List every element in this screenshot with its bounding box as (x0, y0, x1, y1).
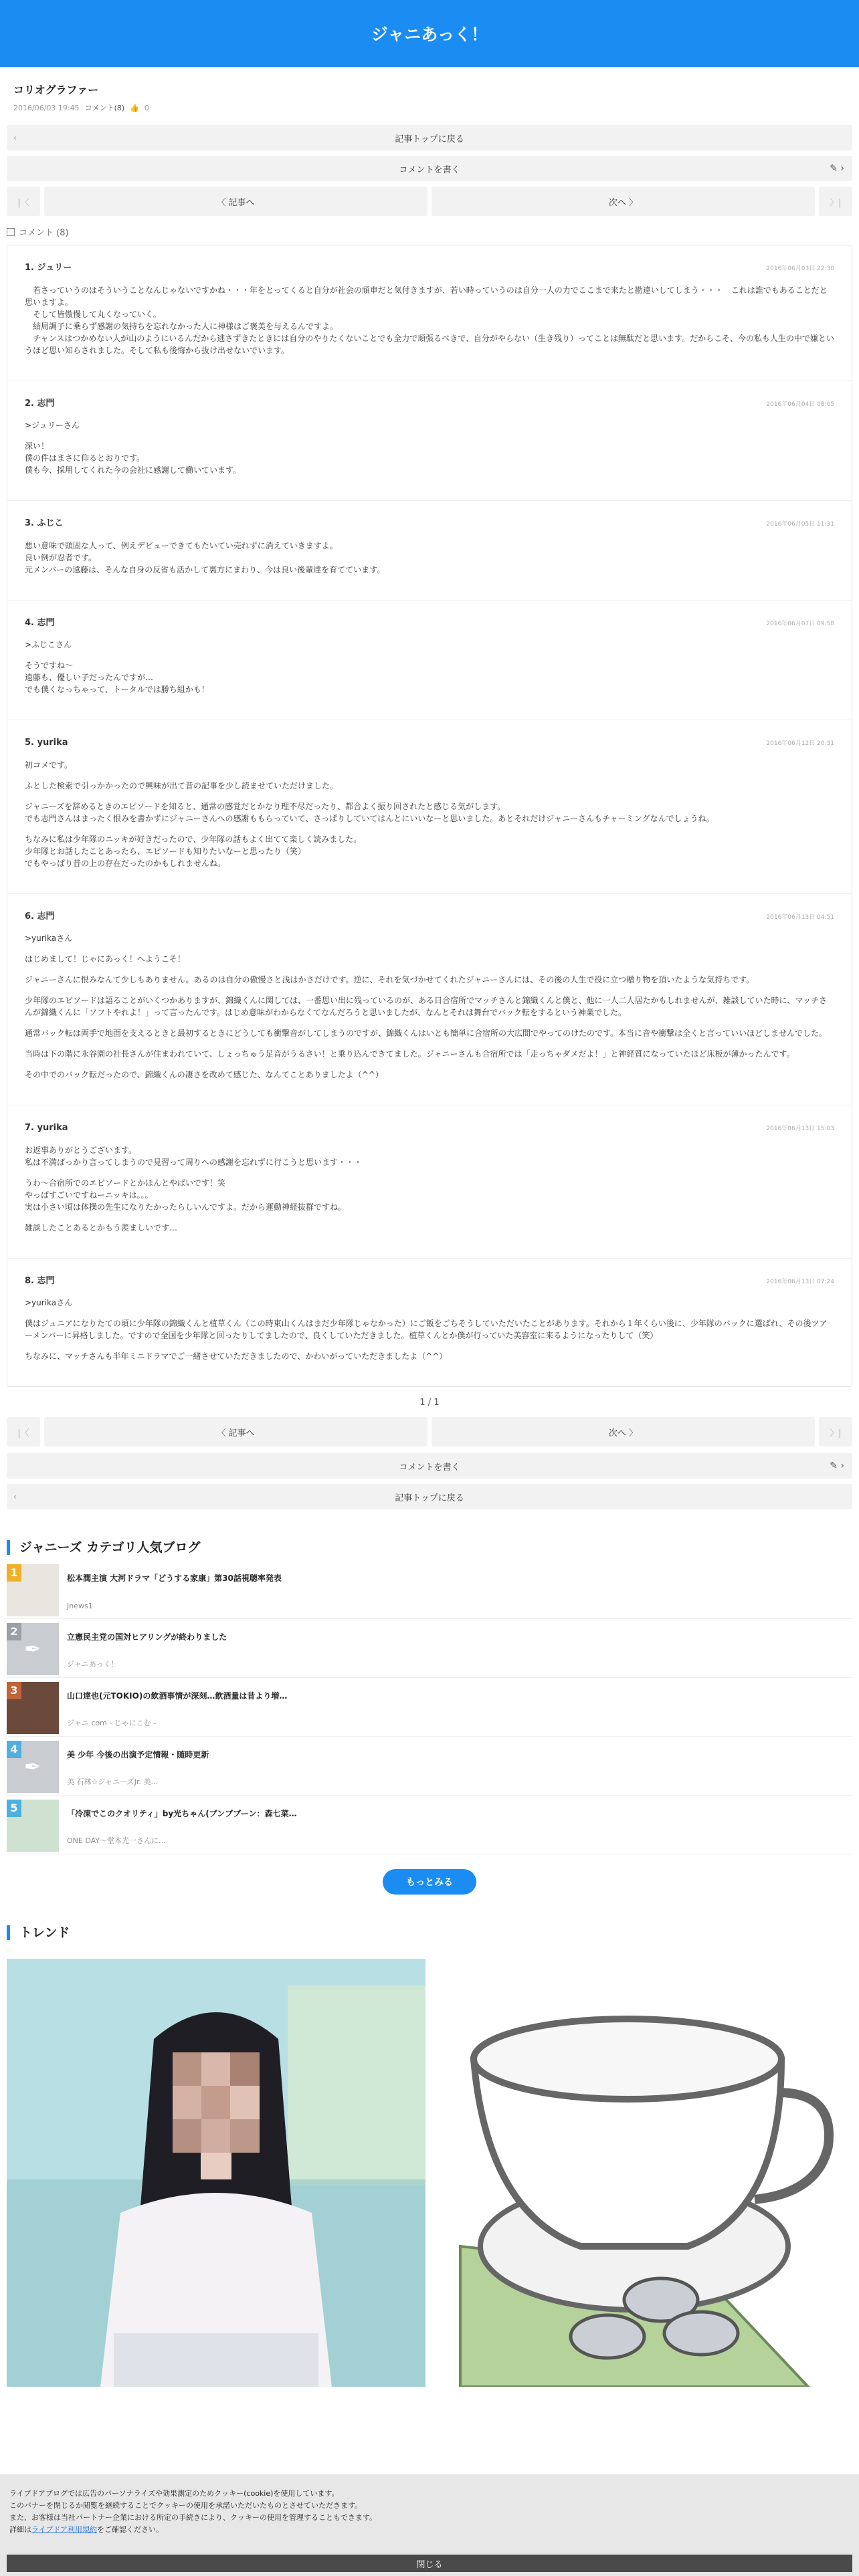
ranking-number-badge: 2 (7, 1623, 21, 1640)
ranking-number-badge: 3 (7, 1682, 21, 1699)
comment-header (25, 261, 834, 275)
next-article-button[interactable]: 次へ 〉 (432, 187, 815, 216)
ranking-item-body (59, 1800, 852, 1854)
comment-paragraph: >yurikaさん (25, 934, 73, 943)
comment-paragraph: その中でのバック転だったので、錦織くんの凄さを改めて感じた、なんてことありましたよ（^^） (25, 1070, 383, 1079)
comments-heading-label: コメント (8) (19, 228, 69, 238)
comment-paragraph: 通常バック転は両手で地面を支えるときと最初するときにどうしても衝撃音がしてしまうのですが、錦織くんはいとも簡単に合宿所の大広間でやってのけたのです。本当に音や衝撃は全くと言っていいほどしませんでした。 (25, 1029, 828, 1038)
comment-header (25, 1275, 834, 1288)
comment-header (25, 397, 834, 411)
first-page-button-bottom[interactable]: |〈 (7, 1417, 40, 1446)
back-to-top-label: 記事トップに戻る (395, 134, 464, 144)
comment-paragraph: 悪い意味で頭固な人って、例えデビューできてもたいてい売れずに消えていきますよ。 良い例が忍者です。 元メンバーの遠藤は、そんな自身の反省も活かして裏方にまわり、今は良い後輩達を育てています。 (25, 540, 385, 574)
ranking-item-title[interactable]: 山口達也(元TOKIO)の飲酒事情が深刻…飲酒量は昔より増… (67, 1691, 288, 1701)
cookie-line-2: このバナーを閉じるか閲覧を継続することでクッキーの使用を承諾いただいたものとさせていただきます。 (9, 2501, 363, 2510)
teacup-illustration (434, 1959, 852, 2387)
article-title[interactable]: コリオグラファー (13, 84, 99, 96)
ranking-item-source: ジャニ.com - じゃにこむ - (67, 1719, 157, 1727)
ranking-item[interactable] (7, 1682, 852, 1737)
feather-pen-icon: ✒ (24, 1638, 41, 1661)
ranking-item-source: ジャニあっく！ (67, 1660, 118, 1669)
comment-item (7, 381, 852, 501)
ranking-item-body (59, 1623, 852, 1677)
comment-header (25, 910, 834, 924)
comment-author: 2. 志門 (25, 398, 55, 409)
comment-item (7, 1105, 852, 1258)
trend-image-person[interactable] (7, 1959, 425, 2387)
back-to-article-top-button[interactable] (7, 125, 852, 150)
comment-paragraph: うわ〜合宿所でのエピソードとかほんとやばいです！笑 やっぱすごいですねーニッキは。。。 実は小さい頃は体操の先生になりたかったらしいんですよ。だから運動神経抜群ですね。 (25, 1178, 347, 1212)
write-comment-label: コメントを書く (399, 165, 460, 175)
comment-pagination: 1 / 1 (419, 1398, 440, 1408)
comment-paragraph: >yurikaさん (25, 1298, 73, 1307)
ranking-number-badge: 1 (7, 1564, 21, 1582)
trend-image-cup[interactable] (434, 1959, 852, 2387)
comment-item (7, 1258, 852, 1387)
last-page-button[interactable]: 〉| (819, 187, 852, 216)
comment-header (25, 617, 834, 630)
ranking-item[interactable] (7, 1800, 852, 1854)
ranking-section-title: ジャニーズ カテゴリ人気ブログ (7, 1540, 852, 1555)
comment-date: 2016年06月04日 08:05 (766, 401, 834, 408)
trend-section-title: トレンド (7, 1925, 852, 1940)
comment-paragraph: ちなみに、マッチさんも半年ミニドラマでご一緒させていただきましたので、かわいがっていただきましたよ（^^） (25, 1352, 448, 1361)
article-comment-count[interactable]: コメント(8) (84, 104, 125, 112)
comment-paragraph: ジャニーズを辞めるときのエピソードを知ると、通常の感覚だとかなり理不尽だったり、都合よく振り回されたと感じる気がします。 でも志門さんはまったく恨みを書かずにジャニーさんへの感謝ももらっていて、さっぱりしていてはんとにいいなーと思いました。あとそれだけジャニーさんもチャーミングなんでしょうね。 (25, 801, 714, 823)
person-photo (7, 1959, 425, 2387)
comment-item (7, 893, 852, 1105)
comment-paragraph: 初コメです。 (25, 760, 73, 770)
comment-item (7, 245, 852, 381)
ranking-item[interactable] (7, 1564, 852, 1619)
article-meta (13, 102, 846, 113)
comment-date: 2016年06月13日 07:24 (766, 1278, 834, 1285)
cookie-close-button[interactable]: 閉じる (7, 2555, 852, 2572)
cookie-line-4-post: をご確認ください。 (97, 2525, 164, 2535)
ranking-item-source: ONE DAY〜堂本光一さんに… (67, 1836, 166, 1845)
write-comment-button[interactable] (7, 156, 852, 181)
prev-article-button[interactable]: 〈 記事へ (44, 187, 427, 216)
prev-article-button-bottom[interactable]: 〈 記事へ (44, 1417, 427, 1446)
pencil-icon: ✎ › (830, 163, 844, 174)
like-icon[interactable]: 👍 (130, 103, 139, 112)
comment-paragraph: 当時は下の階に永谷園の社長さんが住まわれていて、しょっちゅう足音がうるさい！と乗り込んできてました。ジャニーさんも合宿所では「走っちゃダメだよ！」と神経質になっていたほど床板が薄かったんです。 (25, 1049, 795, 1059)
ranking-item[interactable] (7, 1741, 852, 1796)
site-header (0, 0, 859, 67)
cookie-line-4 (9, 2524, 850, 2536)
comment-date: 2016年06月13日 15:03 (766, 1125, 834, 1132)
comment-paragraph: 若さっていうのはそういうことなんじゃないですかね・・・年をとってくると自分が社会の頑車だと気付きますが、若い時っていうのは自分一人の力でここまで来たと勘違いしてしまう・・・ これは誰でもあることだと思いますよ。 そして皆傲慢して丸くなっていく。 結局調子に乗らず感謝の気持ちを忘れなかった人に神様はご褒美を与えるんですよ。 チャンスはつかめない人が山のようにいるんだから逃さずきたときには自分のやりたくないことでも全力で頑張るべきで、自分がやらない（生き残り）ってことは無駄だと思います。だからこそ、今の私も人生の中で嫌というほど思い知らされました。そして私も後悔から抜け出せないでいます。 (25, 285, 834, 355)
comment-paragraph: ふとした検索で引っかかったので興味が出て昔の記事を少し読ませていただけました。 (25, 780, 339, 790)
like-count: 0 (144, 103, 149, 112)
comment-author: 1. ジュリー (25, 263, 72, 273)
more-button[interactable]: もっとみる (383, 1869, 476, 1895)
comment-paragraph: はじめまして！じゃにあっく！へようこそ！ (25, 954, 185, 964)
write-comment-button-bottom[interactable] (7, 1453, 852, 1479)
comment-item (7, 500, 852, 600)
comment-item (7, 600, 852, 720)
article-header (0, 67, 859, 120)
article-date: 2016/06/03 19:45 (13, 103, 80, 112)
comment-paragraph: >ジュリーさん (25, 421, 80, 430)
chevron-left-icon-bottom: ‹ (13, 1492, 17, 1501)
comment-date: 2016年06月07日 09:58 (766, 620, 834, 627)
ranking-item-title[interactable]: 立憲民主党の国対ヒアリングが終わりました (67, 1632, 227, 1642)
comment-date: 2016年06月05日 11:31 (766, 521, 834, 528)
chevron-left-icon: ‹ (13, 133, 17, 142)
ranking-item-source: Jnews1 (67, 1602, 93, 1610)
trend-images (7, 1959, 852, 2387)
ranking-list (7, 1564, 852, 1854)
ranking-item-title[interactable]: 美 少年 今後の出演予定情報・随時更新 (67, 1750, 209, 1759)
article-pager (7, 187, 852, 216)
cookie-line-3: また、お客様は当社パートナー企業における所定の手続きにより、クッキーの使用を管理することもできます。 (9, 2513, 377, 2523)
ranking-item[interactable] (7, 1623, 852, 1678)
comment-paragraph: 深い！ 僕の件はまさに仰るとおりです。 僕も今、採用してくれた今の会社に感謝して働いています。 (25, 441, 242, 475)
comment-author: 7. yurika (25, 1123, 68, 1133)
comment-paragraph: ちなみに私は少年隊のニッキが好きだったので、少年隊の話もよく出てて楽しく読みました。 少年隊とお話したことあったら、エピソードも知りたいなーと思ったり（笑） でもやっぱり昔の上の存在だったのかもしれませんね。 (25, 834, 362, 868)
ranking-thumbnail (7, 1800, 59, 1852)
ranking-item-body (59, 1564, 852, 1618)
comments-heading (7, 225, 852, 238)
back-to-article-top-button-bottom[interactable] (7, 1484, 852, 1509)
comment-paragraph: お返事ありがとうございます。 私は不満ばっかり言ってしまうので見習って周りへの感謝を忘れずに行こうと思います・・・ (25, 1145, 363, 1167)
site-title[interactable]: ジャニあっく！ (371, 25, 488, 44)
comment-paragraph: ジャニーさんに恨みなんて少しもありません。あるのは自分の傲慢さと浅はかさだけです。逆に、それを気づかせてくれたジャニーさんには、その後の人生で役に立つ贈り物を頂いたような気持ちです。 (25, 975, 755, 984)
cookie-line-4-pre: 詳細は (9, 2525, 31, 2535)
ranking-thumbnail (7, 1682, 59, 1734)
comment-paragraph: 雑談したことあるとかもう羨ましいです… (25, 1222, 178, 1232)
comment-author: 3. ふじこ (25, 518, 64, 528)
ranking-item-body (59, 1741, 852, 1795)
comment-paragraph: >ふじこさん (25, 640, 72, 649)
cookie-line-1: ライブドアブログでは広告のパーソナライズや効果測定のためクッキー(cookie)を使用しています。 (9, 2489, 339, 2498)
ranking-number-badge: 4 (7, 1741, 21, 1758)
ranking-thumbnail (7, 1741, 59, 1793)
comment-author: 8. 志門 (25, 1275, 55, 1286)
comment-author: 6. 志門 (25, 911, 55, 922)
ranking-item-title[interactable]: 松本潤主演 大河ドラマ「どうする家康」第30話視聴率発表 (67, 1574, 282, 1583)
comment-date: 2016年06月12日 20:31 (766, 740, 834, 747)
ranking-thumbnail (7, 1623, 59, 1675)
cookie-banner (0, 2474, 859, 2576)
ranking-item-title[interactable]: 「冷凍でこのクオリティ」by光ちゃん(ブンブブーン：森七菜… (67, 1809, 297, 1818)
feather-pen-icon: ✒ (24, 1755, 41, 1779)
last-page-button-bottom[interactable]: 〉| (819, 1417, 852, 1446)
first-page-button[interactable]: |〈 (7, 187, 40, 216)
article-pager-bottom (7, 1417, 852, 1446)
comment-header (25, 736, 834, 750)
comment-date: 2016年06月13日 04:51 (766, 914, 834, 921)
comment-author: 5. yurika (25, 738, 68, 748)
back-to-top-label-bottom: 記事トップに戻る (395, 1493, 464, 1503)
terms-link[interactable]: ライブドア利用規約 (31, 2525, 98, 2535)
write-comment-label-bottom: コメントを書く (399, 1462, 460, 1473)
ranking-item-body (59, 1682, 852, 1736)
next-article-button-bottom[interactable]: 次へ 〉 (432, 1417, 815, 1446)
pencil-icon-bottom: ✎ › (830, 1461, 844, 1471)
comment-list (7, 245, 852, 1387)
ranking-number-badge: 5 (7, 1800, 21, 1817)
comment-paragraph: そうですね〜 遠藤も、優しい子だったんですが… でも僕くなっちゃって、トータルでは勝ち組かも！ (25, 661, 209, 694)
comment-date: 2016年06月03日 22:30 (766, 265, 834, 272)
cookie-text (9, 2488, 850, 2537)
ranking-thumbnail (7, 1564, 59, 1616)
comment-item (7, 720, 852, 893)
comment-paragraph: 少年隊のエピソードは語ることがいくつかありますが、錦織くんに関しては、一番思い出に残っているのが、ある日合宿所でマッチさんと錦織くんと僕と、他に一人二人居たかもしれませんが、雑談していた時に、マッチさんが錦織くんに「ソフトやれよ！」って言ったんです。はじめ意味がわからなくてなんだろうと思いましたが、なんとそれは舞台でバック転をするという神業でした。 (25, 996, 828, 1017)
comment-author: 4. 志門 (25, 617, 55, 628)
comment-checkbox-icon[interactable] (7, 228, 15, 236)
comment-header (25, 517, 834, 530)
comment-header (25, 1121, 834, 1135)
ranking-item-source: 美 石林☆ジャニーズJr. 美… (67, 1778, 159, 1786)
comment-paragraph: 僕はジュニアになりたての頃に少年隊の錦織くんと植草くん（この時東山くんはまだ少年隊じゃなかった）にご飯をごちそうしていただいたことがあります。それから１年くらい後に、少年隊のバックに選ばれ、その後ツアーメンバーに昇格しました。ですので全国を少年隊と回ったりしてましたので、良くしていただきました。植草くんとか僕が行っていた美容室に来るようになったりして（笑） (25, 1319, 828, 1340)
